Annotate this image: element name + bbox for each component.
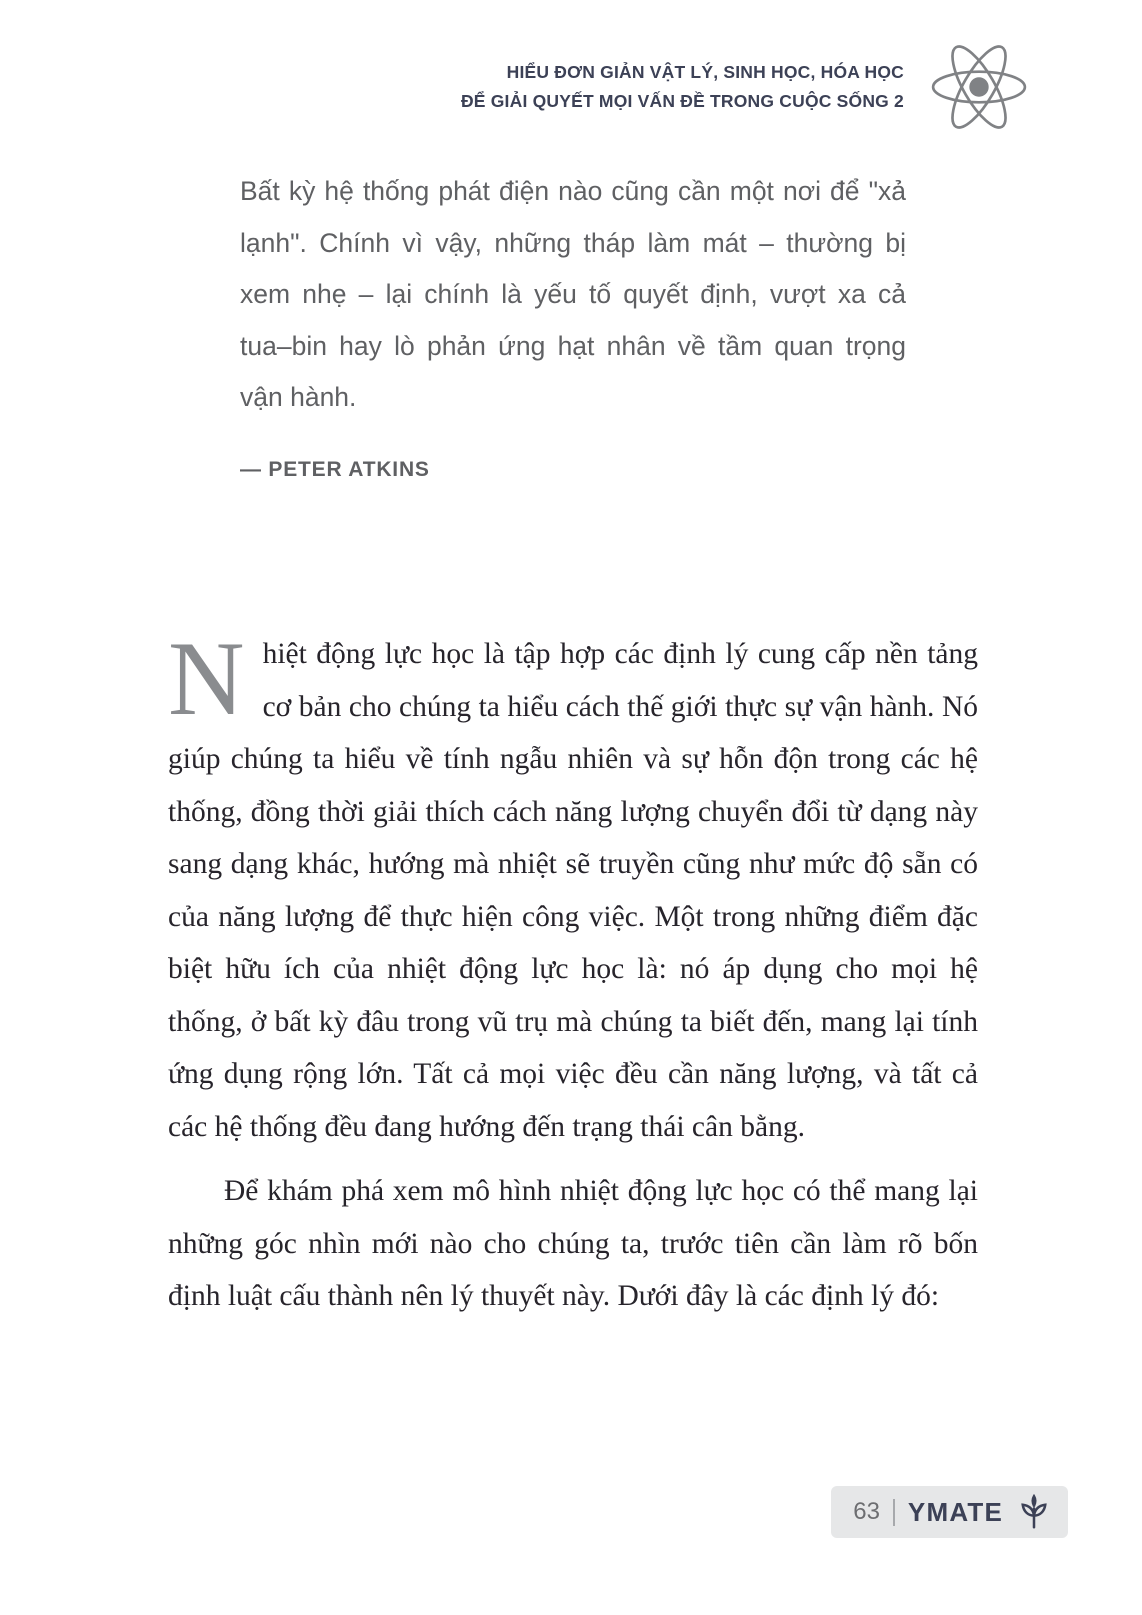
epigraph-attribution: — PETER ATKINS [240,457,430,481]
paragraph-1-text: hiệt động lực học là tập hợp các định lý cung cấp nền tảng cơ bản cho chúng ta hiểu cách thế giới thực sự vận hành. Nó giúp chúng ta hiểu về tính ngẫu nhiên và sự hỗn độn trong các hệ thống, đồng thời giải thích cách năng lượng chuyển đổi từ dạng này sang dạng khác, hướng mà nhiệt sẽ truyền cũng như mức độ sẵn có của năng lượng để thực hiện công việc. Một trong những điểm đặc biệt hữu ích của nhiệt động lực học là: nó áp dụng cho mọi hệ thống, ở bất kỳ đâu trong vũ trụ mà chúng ta biết đến, mang lại tính ứng dụng rộng lớn. Tất cả mọi việc đều cần năng lượng, và tất cả các hệ thống đều đang hướng đến trạng thái cân bằng. [168,638,978,1143]
book-title [461,58,904,116]
page-number-chip [831,1486,1068,1538]
ymate-logo-icon [1016,1494,1052,1530]
epigraph [240,166,906,482]
page-footer [831,1486,1068,1538]
body-content [168,620,978,1323]
epigraph-text: Bất kỳ hệ thống phát điện nào cũng cần một nơi để "xả lạnh". Chính vì vậy, những tháp làm mát – thường bị xem nhẹ – lại chính là yếu tố quyết định, vượt xa cả tua–bin hay lò phản ứng hạt nhân về tầm quan trọng vận hành. [240,176,906,412]
page-number: 63 [853,1498,880,1525]
book-title-line1: HIỂU ĐƠN GIẢN VẬT LÝ, SINH HỌC, HÓA HỌC [506,62,904,82]
brand-name: YMATE [907,1496,1003,1527]
footer-divider [893,1499,895,1526]
paragraph-2: Để khám phá xem mô hình nhiệt động lực học có thể mang lại những góc nhìn mới nào cho chúng ta, trước tiên cần làm rõ bốn định luật cấu thành nên lý thuyết này. Dưới đây là các định lý đó: [168,1175,978,1312]
book-title-line2: ĐỂ GIẢI QUYẾT MỌI VẤN ĐỀ TRONG CUỘC SỐNG 2 [460,91,904,111]
page-header [461,34,1030,140]
paragraph-1 [168,620,978,1153]
atom-icon [928,34,1030,140]
dropcap-letter: N [168,620,245,737]
